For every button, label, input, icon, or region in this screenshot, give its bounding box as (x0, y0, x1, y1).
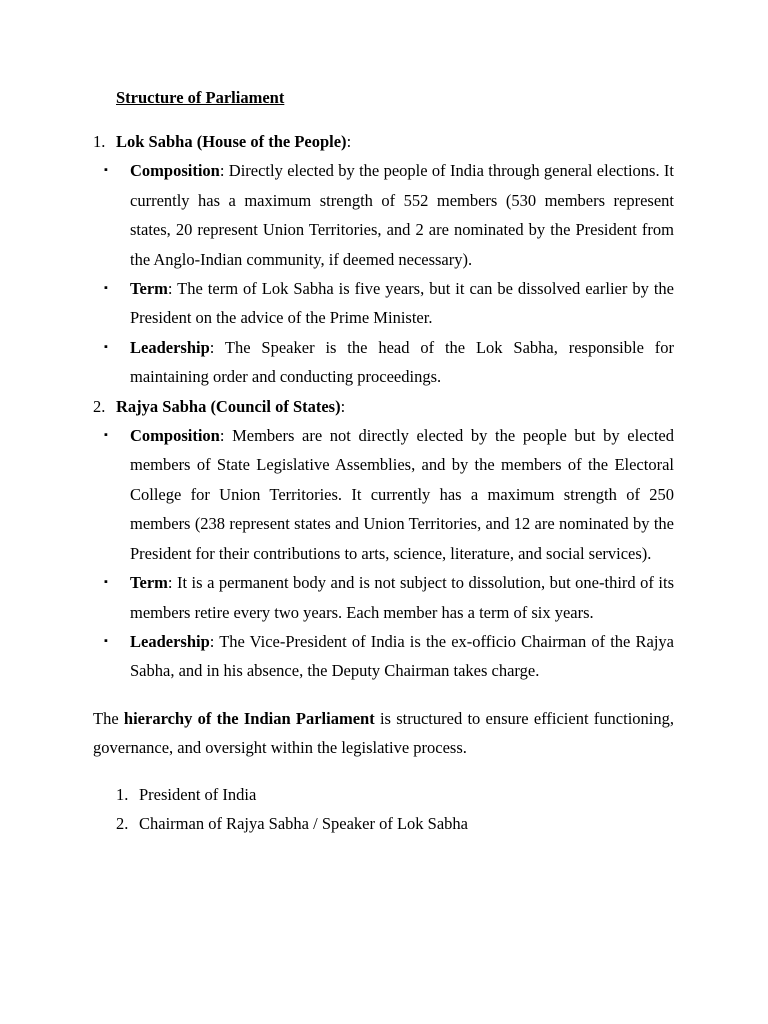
square-bullet-icon: ▪ (104, 576, 108, 589)
bullet-text: : Members are not directly elected by the people but by elected members of State Legislative Assemblies, and by the members of the Electoral College for Union Territories. It currently has a maximum strength of 250 members (238 represent states and Union Territories, and 12 are nominated by the President for their contributions to arts, science, literature, and social services). (130, 426, 674, 563)
document-page (93, 86, 674, 838)
list-number: 2. (116, 813, 129, 833)
list-number: 1. (116, 784, 129, 804)
bullet-text: : The Vice-President of India is the ex-officio Chairman of the Rajya Sabha, and in his absence, the Deputy Chairman takes charge. (130, 631, 674, 681)
paragraph-bold: hierarchy of the Indian Parliament (123, 708, 375, 728)
list-item (93, 421, 674, 568)
list-item (93, 809, 674, 838)
bullet-label: Leadership (130, 631, 210, 651)
section-number: 1. (93, 132, 106, 151)
section-heading-suffix: : (340, 396, 346, 416)
square-bullet-icon: ▪ (104, 634, 108, 647)
bullet-label: Composition (130, 161, 220, 181)
list-item (93, 274, 674, 333)
square-bullet-icon: ▪ (104, 340, 108, 353)
paragraph-suffix: is structured to ensure efficient functioning, governance, and oversight within the legislative process. (93, 708, 674, 758)
paragraph-prefix: The (93, 708, 124, 728)
list-item (93, 333, 674, 392)
document-title: Structure of Parliament (116, 88, 285, 107)
bullet-text: : The Speaker is the head of the Lok Sabha, responsible for maintaining order and conducting proceedings. (130, 337, 674, 387)
square-bullet-icon: ▪ (104, 164, 108, 177)
bullet-text: : It is a permanent body and is not subject to dissolution, but one-third of its members retire every two years. Each member has a term of six years. (130, 573, 674, 622)
hierarchy-paragraph (93, 704, 674, 763)
bullet-label: Term (130, 279, 168, 299)
list-item (93, 568, 674, 627)
list-item-text: Chairman of Rajya Sabha / Speaker of Lok Sabha (139, 813, 468, 833)
list-item (93, 156, 674, 274)
section-heading-rajya-sabha (93, 392, 674, 421)
section-heading-text: Rajya Sabha (Council of States) (116, 396, 341, 416)
bullet-label: Term (130, 573, 168, 593)
section-heading-lok-sabha (93, 127, 674, 156)
section-number: 2. (93, 396, 106, 416)
square-bullet-icon: ▪ (104, 429, 108, 442)
list-item (93, 627, 674, 686)
bullet-text: : The term of Lok Sabha is five years, but it can be dissolved earlier by the President on the advice of the Prime Minister. (130, 279, 674, 328)
list-item-text: President of India (139, 784, 257, 804)
list-item (93, 780, 674, 809)
section-heading-suffix: : (346, 132, 352, 151)
bullet-label: Leadership (130, 337, 210, 357)
bullet-text: : Directly elected by the people of India through general elections. It currently has a maximum strength of 552 members (530 members represent states, 20 represent Union Territories, and 2 are nominated by the President from the Anglo-Indian community, if deemed necessary). (130, 161, 674, 269)
section-heading-text: Lok Sabha (House of the People) (116, 132, 347, 151)
square-bullet-icon: ▪ (104, 282, 108, 295)
bullet-label: Composition (130, 426, 220, 446)
